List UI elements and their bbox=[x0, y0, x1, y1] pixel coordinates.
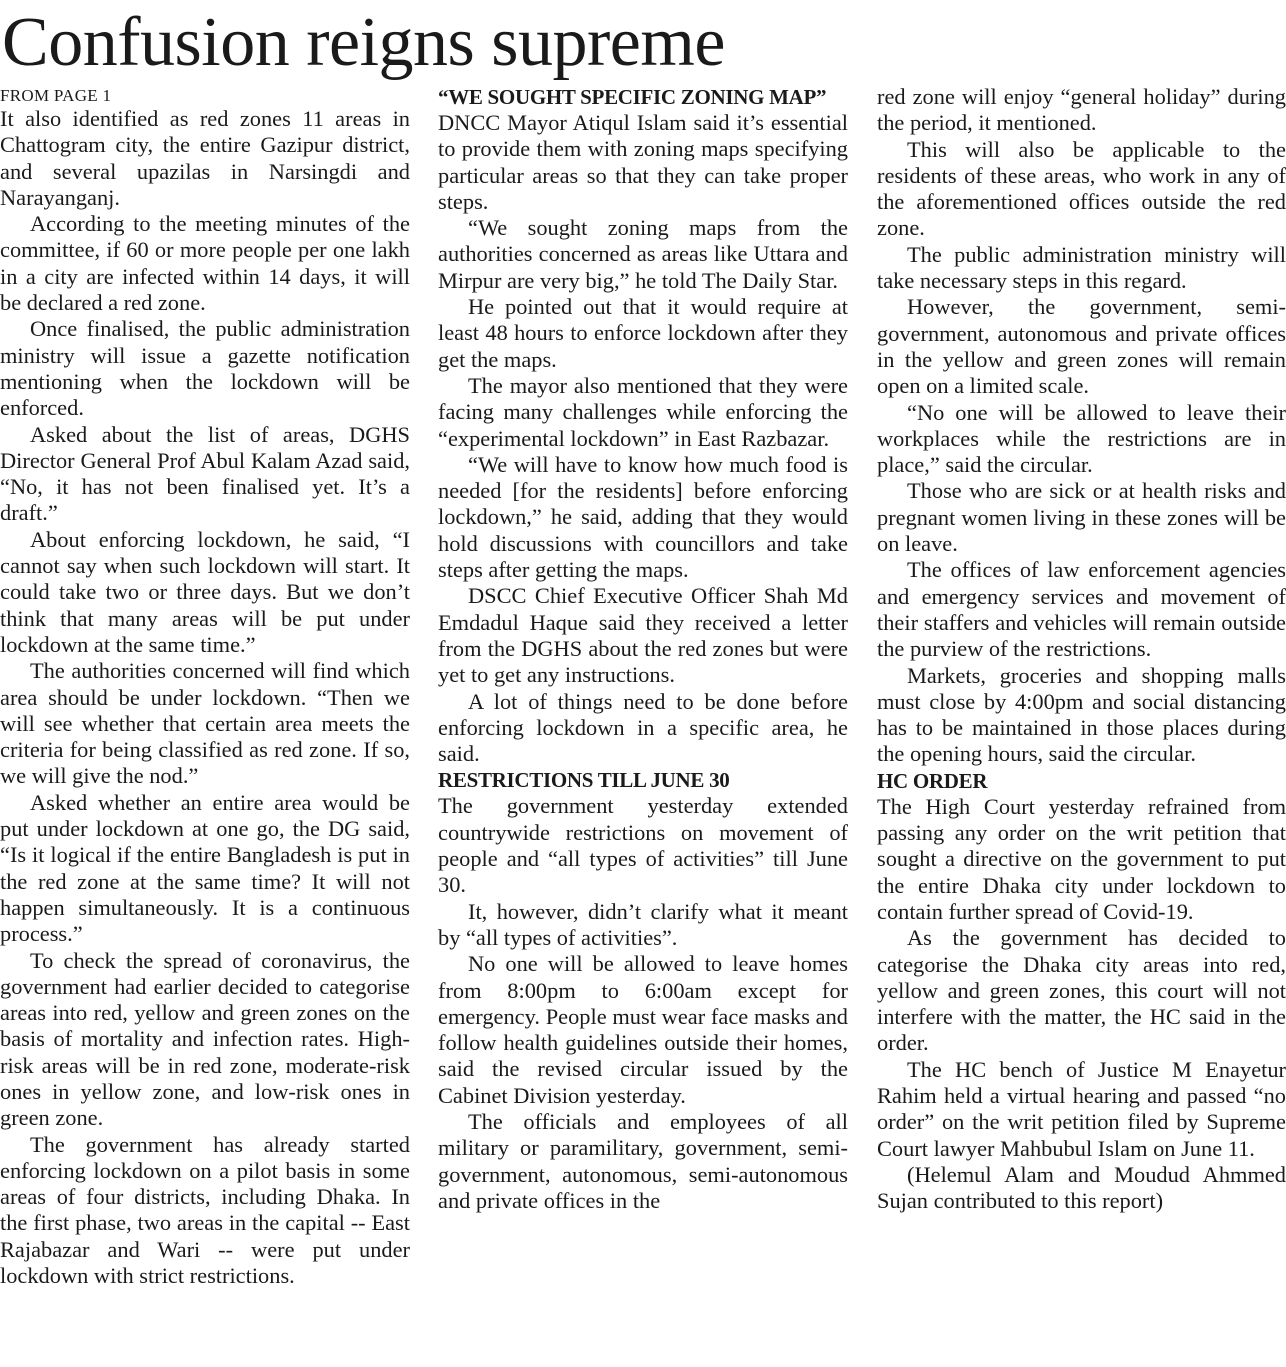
paragraph: Markets, groceries and shopping malls must close by 4:00pm and social distancing has to be maintained in those places during the opening hours, said the circular. bbox=[877, 662, 1286, 767]
paragraph: About enforcing lockdown, he said, “I cannot say when such lockdown will start. It could take two or three days. But we don’t think that many areas will be put under lockdown at the same time.” bbox=[0, 526, 410, 657]
paragraph: It also identified as red zones 11 areas in Chattogram city, the entire Gazipur district, and several upazilas in Narsingdi and Narayanganj. bbox=[0, 106, 410, 210]
paragraph: The officials and employees of all military or paramilitary, government, semi-government, autonomous, semi-autonomous and private offices in the bbox=[438, 1108, 848, 1213]
paragraph: The authorities concerned will find which area should be under lockdown. “Then we will see whether that certain area meets the criteria for being classified as red zone. If so, we will give the nod.” bbox=[0, 658, 410, 789]
paragraph: “We sought zoning maps from the authorities concerned as areas like Uttara and Mirpur are very big,” he told The Daily Star. bbox=[438, 215, 848, 293]
paragraph: DSCC Chief Executive Officer Shah Md Emdadul Haque said they received a letter from the DGHS about the red zones but were yet to get any instructions. bbox=[438, 583, 848, 688]
paragraph: DNCC Mayor Atiqul Islam said it’s essential to provide them with zoning maps specifying particular areas so that they can take proper steps. bbox=[438, 110, 848, 214]
paragraph: According to the meeting minutes of the committee, if 60 or more people per one lakh in a city are infected within 14 days, it will be declared a red zone. bbox=[0, 211, 410, 316]
paragraph: No one will be allowed to leave homes from 8:00pm to 6:00am except for emergency. People must wear face masks and follow health guidelines outside their homes, said the revised circular issued by the Cabinet Division yesterday. bbox=[438, 951, 848, 1108]
paragraph: As the government has decided to categorise the Dhaka city areas into red, yellow and green zones, this court will not interfere with the matter, the HC said in the order. bbox=[877, 925, 1286, 1056]
headline: Confusion reigns supreme bbox=[2, 4, 725, 81]
paragraph: To check the spread of coronavirus, the government had earlier decided to categorise areas into red, yellow and green zones on the basis of mortality and infection rates. High-risk areas will be in red zone, moderate-risk ones in yellow zone, and low-risk ones in green zone. bbox=[0, 947, 410, 1131]
paragraph: A lot of things need to be done before enforcing lockdown in a specific area, he said. bbox=[438, 688, 848, 767]
paragraph: Asked about the list of areas, DGHS Director General Prof Abul Kalam Azad said, “No, it has not been finalised yet. It’s a draft.” bbox=[0, 421, 410, 526]
column-3 bbox=[877, 84, 1286, 1214]
column-1 bbox=[0, 84, 410, 1289]
paragraph: Asked whether an entire area would be put under lockdown at one go, the DG said, “Is it logical if the entire Bangladesh is put in the red zone at the same time? It will not happen simultaneously. It is a continuous process.” bbox=[0, 789, 410, 947]
paragraph: The government yesterday extended countrywide restrictions on movement of people and “all types of activities” till June 30. bbox=[438, 793, 848, 898]
subheading: “WE SOUGHT SPECIFIC ZONING MAP” bbox=[438, 85, 827, 109]
paragraph: The mayor also mentioned that they were facing many challenges while enforcing the “experimental lockdown” in East Razbazar. bbox=[438, 372, 848, 451]
paragraph: However, the government, semi-government, autonomous and private offices in the yellow and green zones will remain open on a limited scale. bbox=[877, 294, 1286, 399]
paragraph: The High Court yesterday refrained from passing any order on the writ petition that sought a directive on the government to put the entire Dhaka city under lockdown to contain further spread of Covid-19. bbox=[877, 793, 1286, 924]
paragraph: Those who are sick or at health risks and pregnant women living in these zones will be on leave. bbox=[877, 478, 1286, 557]
subheading: HC ORDER bbox=[877, 768, 988, 793]
paragraph: The public administration ministry will take necessary steps in this regard. bbox=[877, 241, 1286, 294]
paragraph: This will also be applicable to the residents of these areas, who work in any of the aforementioned offices outside the red zone. bbox=[877, 136, 1286, 241]
jump-line: FROM PAGE 1 bbox=[0, 86, 112, 105]
column-2 bbox=[438, 84, 848, 1214]
paragraph: The offices of law enforcement agencies and emergency services and movement of their staffers and vehicles will remain outside the purview of the restrictions. bbox=[877, 557, 1286, 662]
paragraph: “We will have to know how much food is needed [for the residents] before enforcing lockdown,” he said, adding that they would hold discussions with councillors and take steps after getting the maps. bbox=[438, 451, 848, 583]
subheading: RESTRICTIONS TILL JUNE 30 bbox=[438, 768, 730, 793]
paragraph: The HC bench of Justice M Enayetur Rahim held a virtual hearing and passed “no order” on the writ petition filed by Supreme Court lawyer Mahbubul Islam on June 11. bbox=[877, 1056, 1286, 1161]
paragraph: “No one will be allowed to leave their workplaces while the restrictions are in place,” said the circular. bbox=[877, 399, 1286, 478]
paragraph: It, however, didn’t clarify what it meant by “all types of activities”. bbox=[438, 898, 848, 950]
paragraph: The government has already started enforcing lockdown on a pilot basis in some areas of four districts, including Dhaka. In the first phase, two areas in the capital -- East Rajabazar and Wari -- were put under lockdown with strict restrictions. bbox=[0, 1131, 410, 1289]
paragraph: He pointed out that it would require at least 48 hours to enforce lockdown after they get the maps. bbox=[438, 294, 848, 372]
paragraph: red zone will enjoy “general holiday” during the period, it mentioned. bbox=[877, 84, 1286, 136]
paragraph: (Helemul Alam and Moudud Ahmmed Sujan contributed to this report) bbox=[877, 1161, 1286, 1214]
paragraph: Once finalised, the public administration ministry will issue a gazette notification mentioning when the lockdown will be enforced. bbox=[0, 316, 410, 421]
